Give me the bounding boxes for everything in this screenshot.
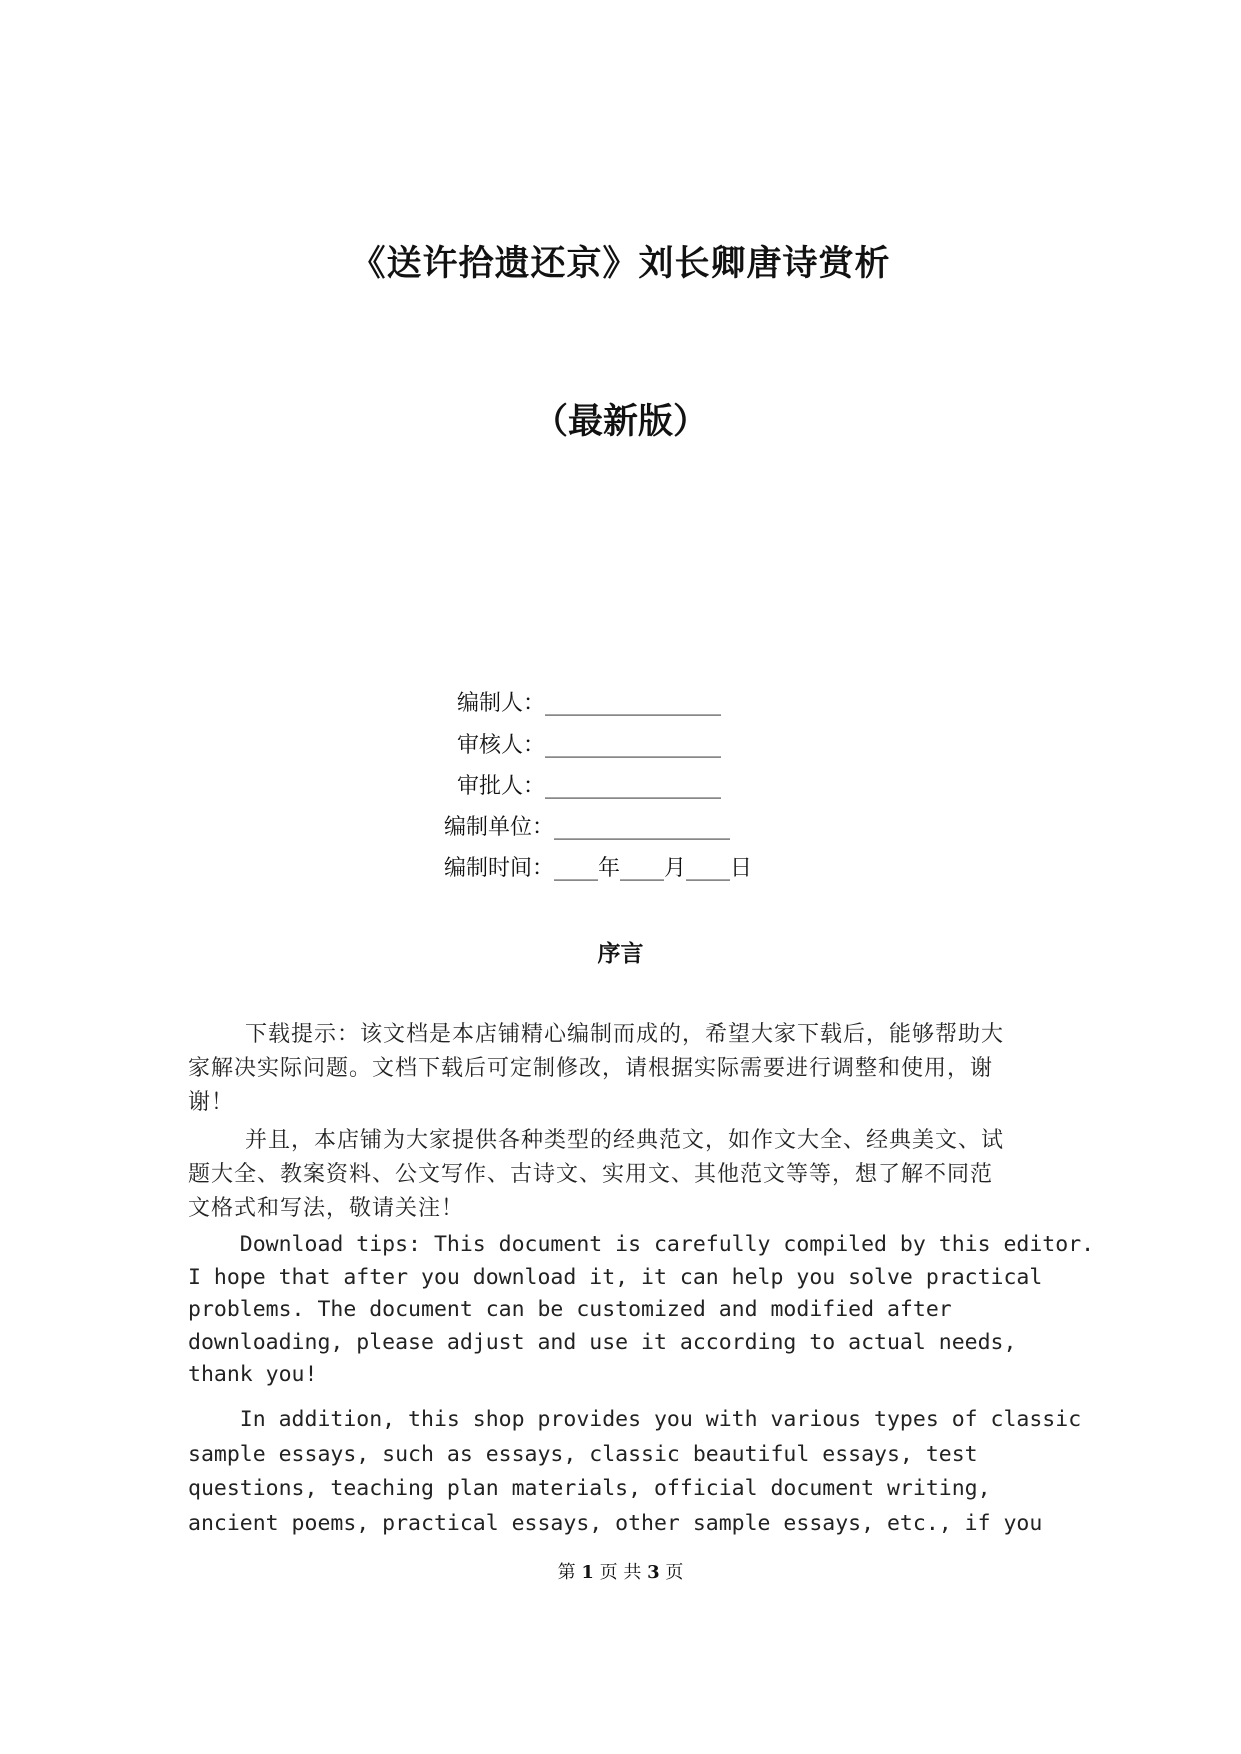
form-blank: ________________ (554, 815, 731, 840)
paragraph-line: 下载提示：该文档是本店铺精心编制而成的，希望大家下载后，能够帮助大 (188, 1022, 1004, 1047)
preface-heading: 序言 (597, 940, 644, 967)
form-label: 编制时间： (444, 856, 555, 881)
paragraph-line: 并且，本店铺为大家提供各种类型的经典范文，如作文大全、经典美文、试 (188, 1128, 1004, 1153)
paragraph-line: problems. The document can be customized and modified after (188, 1297, 952, 1322)
paragraph-line: I hope that after you download it, it can help you solve practical (188, 1264, 1043, 1290)
footer-suffix: 页 (659, 1562, 684, 1583)
paragraph-line: sample essays, such as essays, classic beautiful essays, test (188, 1441, 978, 1467)
form-label: 审批人： (457, 774, 546, 799)
form-row-approver (457, 771, 721, 803)
paragraph-line: 家解决实际问题。文档下载后可定制修改，请根据实际需要进行调整和使用，谢 (188, 1056, 994, 1081)
preface-paragraph-download-tip-en (188, 1229, 1095, 1392)
footer-prefix: 第 (557, 1562, 582, 1583)
page-footer (0, 1560, 1241, 1586)
form-label: 编制单位： (444, 815, 555, 840)
paragraph-line: In addition, this shop provides you with various types of classic (188, 1407, 1082, 1432)
paragraph-line: Download tips: This document is carefully compiled by this editor. (188, 1232, 1095, 1257)
footer-middle: 页 共 (593, 1562, 648, 1583)
form-row-unit (444, 812, 730, 844)
paragraph-line: 题大全、教案资料、公文写作、古诗文、实用文、其他范文等等，想了解不同范 (188, 1162, 994, 1187)
document-title: 《送许拾遗还京》刘长卿唐诗赏析 (350, 243, 891, 284)
form-blank: ____年____月____日 (554, 856, 753, 881)
paragraph-line: 谢！ (188, 1090, 235, 1115)
form-blank: ________________ (545, 733, 722, 758)
form-label: 编制人： (457, 691, 546, 716)
form-row-reviewer (457, 730, 721, 762)
paragraph-line: thank you! (188, 1362, 318, 1387)
form-label: 审核人： (457, 733, 546, 758)
paragraph-line: questions, teaching plan materials, official document writing, (188, 1476, 991, 1501)
document-subtitle: （最新版） (532, 401, 708, 442)
footer-total-pages: 3 (647, 1562, 660, 1583)
form-row-date (444, 853, 752, 885)
paragraph-line: downloading, please adjust and use it according to actual needs, (188, 1329, 1017, 1355)
paragraph-line: 文格式和写法，敬请关注！ (188, 1196, 465, 1221)
paragraph-line: ancient poems, practical essays, other sample essays, etc., if you (188, 1510, 1043, 1536)
form-blank: ________________ (545, 774, 722, 799)
preface-paragraph-shop-info-cn (188, 1124, 1068, 1226)
preface-paragraph-shop-info-en (188, 1403, 1082, 1541)
form-blank: ________________ (545, 691, 722, 716)
footer-page-number: 1 (581, 1562, 594, 1583)
form-row-author (457, 688, 721, 720)
preface-paragraph-download-tip-cn (188, 1018, 1068, 1120)
